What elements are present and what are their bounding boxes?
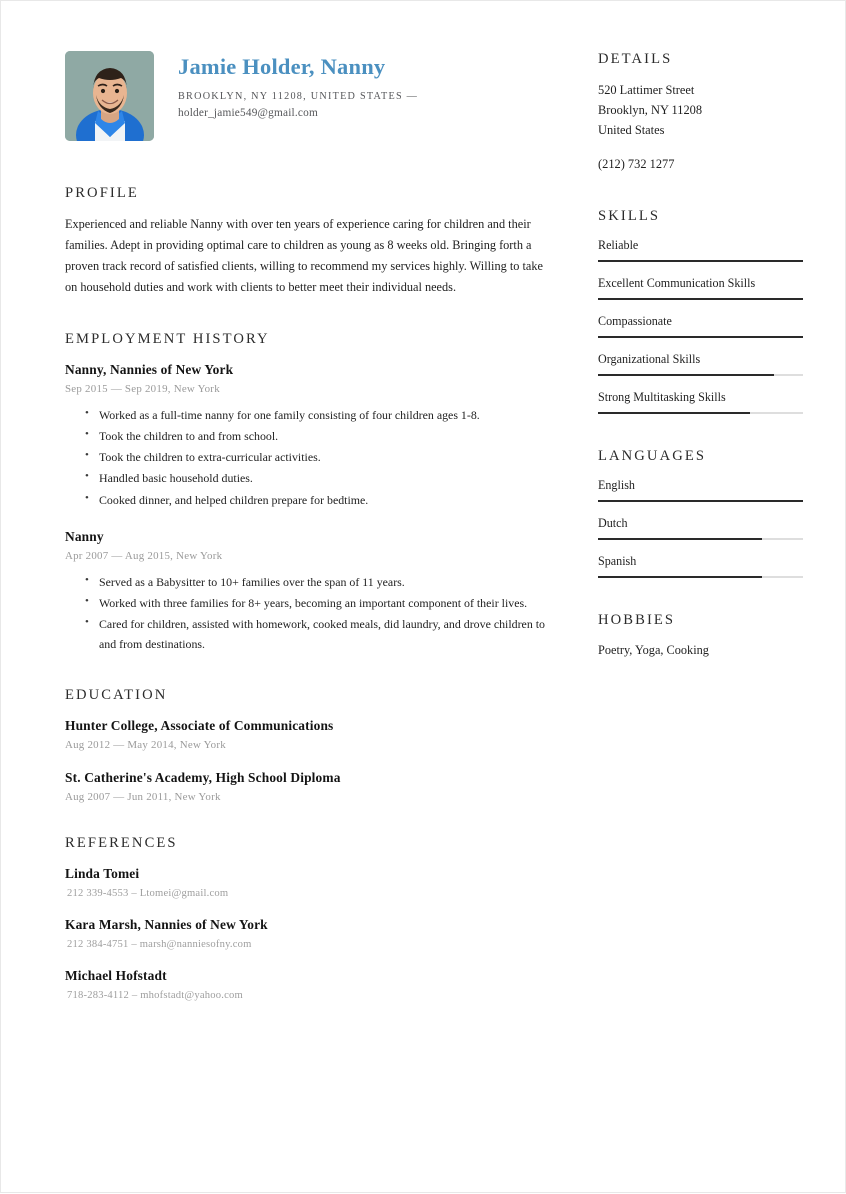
list-item: • Worked with three families for 8+ years, becoming an important component of their lives. xyxy=(99,593,552,613)
details-heading: DETAILS xyxy=(598,51,673,67)
skill-item xyxy=(598,275,803,300)
list-item: • Cooked dinner, and helped children prepare for bedtime. xyxy=(99,490,552,510)
main-column xyxy=(65,41,570,1001)
header-location: BROOKLYN, NY 11208, UNITED STATES — xyxy=(178,90,419,102)
language-label: Spanish xyxy=(598,553,637,568)
languages-section xyxy=(598,448,803,578)
details-address-line1: 520 Lattimer Street xyxy=(598,83,695,97)
details-section xyxy=(598,51,803,174)
employment-section xyxy=(65,331,552,655)
skill-rating-fill xyxy=(598,374,774,376)
education-meta: Aug 2007 — Jun 2011, New York xyxy=(65,790,221,803)
sidebar xyxy=(598,41,803,660)
reference-name: Kara Marsh, Nannies of New York xyxy=(65,916,268,932)
reference-contact[interactable]: 212 339-4553 – Ltomei@gmail.com xyxy=(67,887,229,899)
skill-rating-fill xyxy=(598,336,803,338)
language-label: English xyxy=(598,477,635,492)
skill-label: Compassionate xyxy=(598,314,672,329)
language-rating-fill xyxy=(598,500,803,502)
employment-role: Nanny xyxy=(65,528,104,544)
education-meta: Aug 2012 — May 2014, New York xyxy=(65,738,226,751)
language-rating-fill xyxy=(598,538,762,540)
skill-rating-track xyxy=(598,298,803,300)
skill-label: Excellent Communication Skills xyxy=(598,276,756,291)
employment-entry xyxy=(65,362,552,510)
skill-item xyxy=(598,351,803,376)
list-item: • Took the children to extra-curricular activities. xyxy=(99,447,552,467)
skill-rating-fill xyxy=(598,298,803,300)
skill-label: Organizational Skills xyxy=(598,352,701,367)
list-item: • Handled basic household duties. xyxy=(99,468,552,488)
hobbies-section xyxy=(598,612,803,661)
details-address-line3: United States xyxy=(598,123,665,138)
language-item xyxy=(598,553,803,578)
skill-item xyxy=(598,313,803,338)
portrait-photo-icon xyxy=(65,51,154,141)
language-rating-track xyxy=(598,500,803,502)
employment-role: Nanny, Nannies of New York xyxy=(65,361,234,377)
employment-meta: Apr 2007 — Aug 2015, New York xyxy=(65,549,223,562)
avatar xyxy=(65,51,154,141)
profile-section xyxy=(65,185,552,299)
education-entry xyxy=(65,718,552,751)
details-phone[interactable]: (212) 732 1277 xyxy=(598,157,675,172)
reference-entry xyxy=(65,866,552,899)
header-text xyxy=(178,51,418,122)
reference-entry xyxy=(65,917,552,950)
skill-rating-track xyxy=(598,336,803,338)
employment-meta: Sep 2015 — Sep 2019, New York xyxy=(65,382,220,395)
profile-text: Experienced and reliable Nanny with over ten years of experience caring for children and their families. Adept in providing optimal care to children as young as 8 weeks old. Bringing forth a proven track record of satisfied clients, willing to recommend my services highly. Willing to take on household duties and work with clients to better meet their individual needs. xyxy=(65,217,543,295)
skill-item xyxy=(598,237,803,262)
skill-rating-track xyxy=(598,374,803,376)
references-heading: REFERENCES xyxy=(65,834,178,851)
skill-label: Strong Multitasking Skills xyxy=(598,389,726,404)
skill-rating-track xyxy=(598,412,803,414)
reference-entry xyxy=(65,968,552,1001)
hobbies-text: Poetry, Yoga, Cooking xyxy=(598,642,709,657)
language-rating-track xyxy=(598,576,803,578)
language-rating-track xyxy=(598,538,803,540)
skill-item xyxy=(598,389,803,414)
hobbies-heading: HOBBIES xyxy=(598,611,676,628)
list-item: • Worked as a full-time nanny for one family consisting of four children ages 1-8. xyxy=(99,405,552,425)
education-school: Hunter College, Associate of Communications xyxy=(65,717,334,733)
employment-entry xyxy=(65,529,552,655)
education-heading: EDUCATION xyxy=(65,686,168,703)
employment-bullets xyxy=(65,572,552,655)
list-item: • Served as a Babysitter to 10+ families over the span of 11 years. xyxy=(99,572,552,592)
reference-contact[interactable]: 718-283-4112 – mhofstadt@yahoo.com xyxy=(67,989,243,1001)
education-school: St. Catherine's Academy, High School Diploma xyxy=(65,769,341,785)
education-section xyxy=(65,687,552,803)
employment-bullets xyxy=(65,405,552,510)
reference-contact[interactable]: 212 384-4751 – marsh@nanniesofny.com xyxy=(67,938,252,950)
skill-label: Reliable xyxy=(598,238,639,253)
language-item xyxy=(598,515,803,540)
skill-rating-fill xyxy=(598,260,803,262)
language-item xyxy=(598,477,803,502)
profile-heading: PROFILE xyxy=(65,185,139,201)
education-entry xyxy=(65,770,552,803)
employment-heading: EMPLOYMENT HISTORY xyxy=(65,330,270,347)
page-title: Jamie Holder, Nanny xyxy=(178,54,386,79)
resume-header xyxy=(65,51,552,141)
skills-section xyxy=(598,208,803,413)
languages-heading: LANGUAGES xyxy=(598,447,707,464)
list-item: • Took the children to and from school. xyxy=(99,426,552,446)
language-label: Dutch xyxy=(598,515,628,530)
resume-sheet xyxy=(1,1,846,1194)
language-rating-fill xyxy=(598,576,762,578)
skills-heading: SKILLS xyxy=(598,208,661,225)
header-email[interactable]: holder_jamie549@gmail.com xyxy=(178,106,318,119)
details-address-line2: Brooklyn, NY 11208 xyxy=(598,103,703,118)
skill-rating-track xyxy=(598,260,803,262)
list-item: • Cared for children, assisted with homework, cooked meals, did laundry, and drove children to and from destinations. xyxy=(99,614,552,654)
reference-name: Linda Tomei xyxy=(65,865,140,881)
reference-name: Michael Hofstadt xyxy=(65,967,167,983)
references-section xyxy=(65,835,552,1001)
skill-rating-fill xyxy=(598,412,750,414)
